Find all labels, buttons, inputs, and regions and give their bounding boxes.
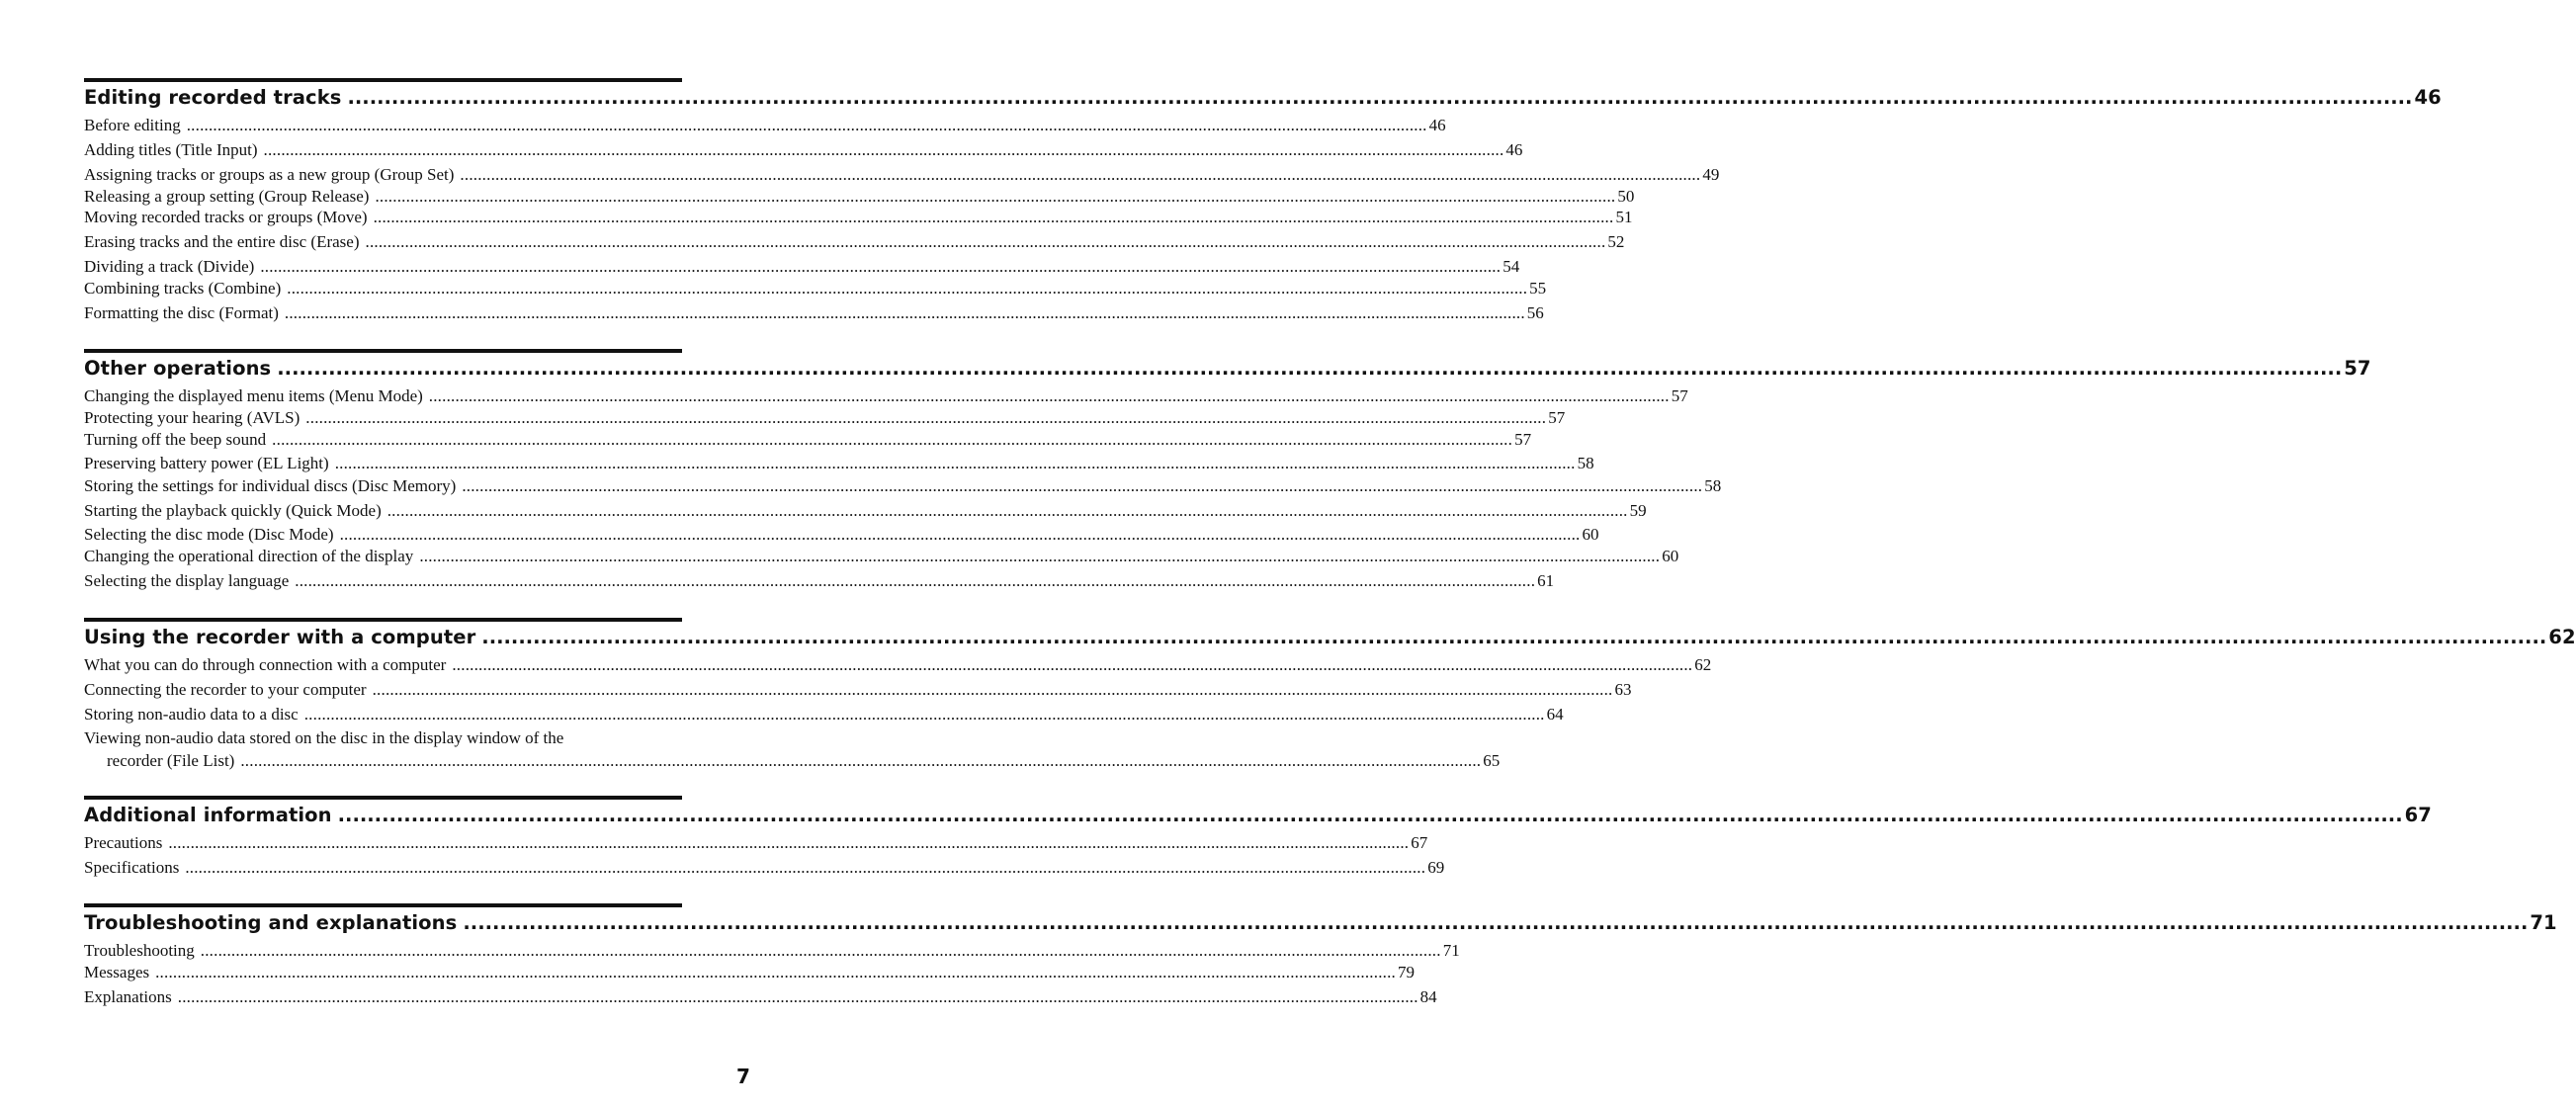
toc-entry[interactable] — [84, 257, 1520, 277]
dot-leader: .......................................................................................................................................................................................................................................................................................... — [260, 257, 1502, 276]
section-heading-page: 46 — [2414, 86, 2442, 109]
toc-entry-page: 64 — [1546, 705, 1564, 724]
section-rule — [84, 78, 682, 82]
toc-entry[interactable] — [84, 232, 1625, 252]
section-heading[interactable] — [84, 626, 2576, 648]
toc-entry[interactable] — [84, 454, 1594, 473]
dot-leader: .......................................................................................................................................................................................................................................................................................... — [240, 751, 1482, 770]
toc-entry-title: Specifications — [84, 858, 180, 877]
section-rule — [84, 903, 682, 907]
toc-entry[interactable] — [84, 547, 1679, 566]
toc-entry-page: 49 — [1702, 165, 1720, 184]
toc-entry-page: 51 — [1615, 208, 1633, 226]
toc-entry-page: 60 — [1662, 547, 1679, 565]
toc-entry-title: Storing non-audio data to a disc — [84, 705, 299, 724]
toc-entry-title: Changing the displayed menu items (Menu Mode) — [84, 386, 423, 405]
dot-leader: .......................................................................................................................................................................................................................................................................................... — [462, 476, 1703, 495]
toc-entry-page: 46 — [1505, 140, 1523, 159]
toc-entry-page: 69 — [1427, 858, 1445, 877]
section-heading-title: Using the recorder with a computer — [84, 626, 476, 648]
dot-leader: .......................................................................................................................................................................................................................................................................................... — [295, 571, 1536, 590]
toc-entry-multiline-first[interactable]: Viewing non-audio data stored on the disc in the display window of the — [84, 728, 564, 747]
toc-entry-title: Before editing — [84, 116, 181, 134]
toc-entry-title: Releasing a group setting (Group Release) — [84, 187, 370, 206]
toc-entry-title: Connecting the recorder to your computer — [84, 680, 367, 699]
toc-entry-page: 57 — [1514, 430, 1532, 449]
dot-leader: .......................................................................................................................................................................................................................................................................................... — [303, 705, 1545, 724]
toc-entry-page: 79 — [1398, 963, 1416, 981]
toc-entry-title: Erasing tracks and the entire disc (Erase) — [84, 232, 360, 251]
dot-leader: .......................................................................................................................................................................................................................................................................................... — [419, 547, 1661, 565]
dot-leader: .......................................................................................................................................................................................................................................................................................... — [452, 655, 1693, 674]
section-rule — [84, 618, 682, 622]
toc-entry[interactable] — [84, 430, 1532, 450]
section-heading-title: Other operations — [84, 357, 272, 380]
toc-entry-title: Adding titles (Title Input) — [84, 140, 258, 159]
toc-entry[interactable] — [84, 963, 1416, 982]
toc-entry-title: Explanations — [84, 987, 172, 1006]
dot-leader: .......................................................................................................................................................................................................................................................................................... — [186, 116, 1427, 134]
toc-entry[interactable] — [84, 187, 1635, 207]
toc-entry-title: Storing the settings for individual discs (Disc Memory) — [84, 476, 457, 495]
dot-leader: .......................................................................................................................................................................................................................................................................................... — [460, 165, 1701, 184]
dot-leader: .......................................................................................................................................................................................................................................................................................... — [386, 501, 1628, 520]
section-rule — [84, 796, 682, 800]
section-heading[interactable] — [84, 86, 2442, 109]
toc-entry-page: 61 — [1537, 571, 1555, 590]
section-heading-title: Additional information — [84, 804, 332, 826]
dot-leader: .......................................................................................................................................................................................................................................................................................... — [287, 279, 1528, 298]
toc-entry-page: 50 — [1617, 187, 1635, 206]
toc-entry[interactable] — [84, 501, 1647, 521]
toc-entry-title: Assigning tracks or groups as a new group (Group Set) — [84, 165, 455, 184]
toc-entry-page: 71 — [1442, 941, 1460, 960]
toc-entry-page: 56 — [1526, 303, 1544, 322]
page-number: 7 — [736, 1065, 750, 1088]
toc-entry[interactable] — [84, 705, 1564, 725]
dot-leader: .......................................................................................................................................................................................................................................................................................... — [347, 86, 2413, 109]
toc-entry-page: 58 — [1704, 476, 1722, 495]
toc-entry[interactable] — [84, 303, 1544, 323]
toc-entry-title: Starting the playback quickly (Quick Mode) — [84, 501, 382, 520]
dot-leader: .......................................................................................................................................................................................................................................................................................... — [284, 303, 1525, 322]
toc-entry[interactable] — [84, 386, 1688, 406]
toc-entry-page: 67 — [1411, 833, 1428, 852]
dot-leader: .......................................................................................................................................................................................................................................................................................... — [155, 963, 1397, 981]
toc-entry-title: Protecting your hearing (AVLS) — [84, 408, 301, 427]
toc-entry[interactable] — [84, 833, 1428, 853]
toc-entry-page: 58 — [1577, 454, 1594, 472]
dot-leader: .......................................................................................................................................................................................................................................................................................... — [177, 987, 1418, 1006]
dot-leader: .......................................................................................................................................................................................................................................................................................... — [375, 187, 1616, 206]
section-heading[interactable] — [84, 357, 2371, 380]
toc-entry[interactable] — [84, 279, 1547, 299]
toc-entry-page: 55 — [1529, 279, 1547, 298]
toc-entry-title: Moving recorded tracks or groups (Move) — [84, 208, 368, 226]
dot-leader: .......................................................................................................................................................................................................................................................................................... — [365, 232, 1606, 251]
section-heading[interactable] — [84, 911, 2557, 934]
toc-entry-page: 65 — [1483, 751, 1501, 770]
toc-entry-title: Selecting the disc mode (Disc Mode) — [84, 525, 334, 544]
toc-entry[interactable] — [84, 525, 1599, 545]
toc-entry-page: 63 — [1614, 680, 1632, 699]
toc-entry-title: Changing the operational direction of the display — [84, 547, 414, 565]
toc-entry[interactable] — [84, 987, 1437, 1007]
toc-entry[interactable] — [84, 476, 1722, 496]
toc-entry-page: 57 — [1671, 386, 1688, 405]
section-rule — [84, 349, 682, 353]
toc-entry-title: Combining tracks (Combine) — [84, 279, 282, 298]
section-heading-page: 71 — [2530, 911, 2557, 934]
toc-entry-page: 62 — [1694, 655, 1712, 674]
toc-entry-page: 84 — [1419, 987, 1437, 1006]
dot-leader: .......................................................................................................................................................................................................................................................................................... — [337, 804, 2403, 826]
dot-leader: .......................................................................................................................................................................................................................................................................................... — [428, 386, 1670, 405]
section-heading-page: 67 — [2404, 804, 2432, 826]
toc-entry[interactable] — [84, 571, 1555, 591]
toc-entry-page: 60 — [1582, 525, 1599, 544]
dot-leader: .......................................................................................................................................................................................................................................................................................... — [373, 208, 1614, 226]
toc-entry[interactable] — [84, 751, 1501, 771]
section-heading-page: 57 — [2344, 357, 2371, 380]
toc-entry[interactable] — [84, 116, 1446, 135]
toc-entry-title: Preserving battery power (EL Light) — [84, 454, 329, 472]
section-heading-page: 62 — [2548, 626, 2576, 648]
toc-entry-page: 59 — [1629, 501, 1647, 520]
toc-entry[interactable] — [84, 208, 1633, 227]
toc-entry[interactable] — [84, 680, 1632, 700]
dot-leader: .......................................................................................................................................................................................................................................................................................... — [339, 525, 1581, 544]
dot-leader: .......................................................................................................................................................................................................................................................................................... — [334, 454, 1576, 472]
dot-leader: .......................................................................................................................................................................................................................................................................................... — [372, 680, 1613, 699]
toc-entry[interactable] — [84, 655, 1712, 675]
toc-entry-title: Formatting the disc (Format) — [84, 303, 279, 322]
toc-entry-page: 57 — [1548, 408, 1566, 427]
toc-entry-title: Troubleshooting — [84, 941, 195, 960]
section-heading-title: Editing recorded tracks — [84, 86, 342, 109]
dot-leader: .......................................................................................................................................................................................................................................................................................... — [463, 911, 2529, 934]
toc-entry-title: recorder (File List) — [107, 751, 235, 770]
toc-entry[interactable] — [84, 140, 1523, 160]
section-heading-title: Troubleshooting and explanations — [84, 911, 458, 934]
toc-entry[interactable] — [84, 408, 1566, 428]
toc-entry-title: Precautions — [84, 833, 163, 852]
dot-leader: .......................................................................................................................................................................................................................................................................................... — [277, 357, 2343, 380]
dot-leader: .......................................................................................................................................................................................................................................................................................... — [168, 833, 1410, 852]
toc-entry-page: 54 — [1503, 257, 1520, 276]
toc-entry-title: Selecting the display language — [84, 571, 290, 590]
toc-entry-title: Dividing a track (Divide) — [84, 257, 255, 276]
toc-entry[interactable] — [84, 941, 1460, 961]
section-heading[interactable] — [84, 804, 2432, 826]
dot-leader: .......................................................................................................................................................................................................................................................................................... — [305, 408, 1547, 427]
toc-entry-title: Turning off the beep sound — [84, 430, 267, 449]
toc-entry[interactable] — [84, 165, 1720, 185]
toc-entry-page: 52 — [1607, 232, 1625, 251]
dot-leader: .......................................................................................................................................................................................................................................................................................... — [200, 941, 1441, 960]
toc-entry[interactable] — [84, 858, 1445, 878]
dot-leader: .......................................................................................................................................................................................................................................................................................... — [272, 430, 1513, 449]
toc-entry-title: What you can do through connection with a computer — [84, 655, 447, 674]
toc-entry-title: Messages — [84, 963, 150, 981]
dot-leader: .......................................................................................................................................................................................................................................................................................... — [481, 626, 2547, 648]
dot-leader: .......................................................................................................................................................................................................................................................................................... — [263, 140, 1504, 159]
toc-entry-page: 46 — [1428, 116, 1446, 134]
dot-leader: .......................................................................................................................................................................................................................................................................................... — [185, 858, 1426, 877]
